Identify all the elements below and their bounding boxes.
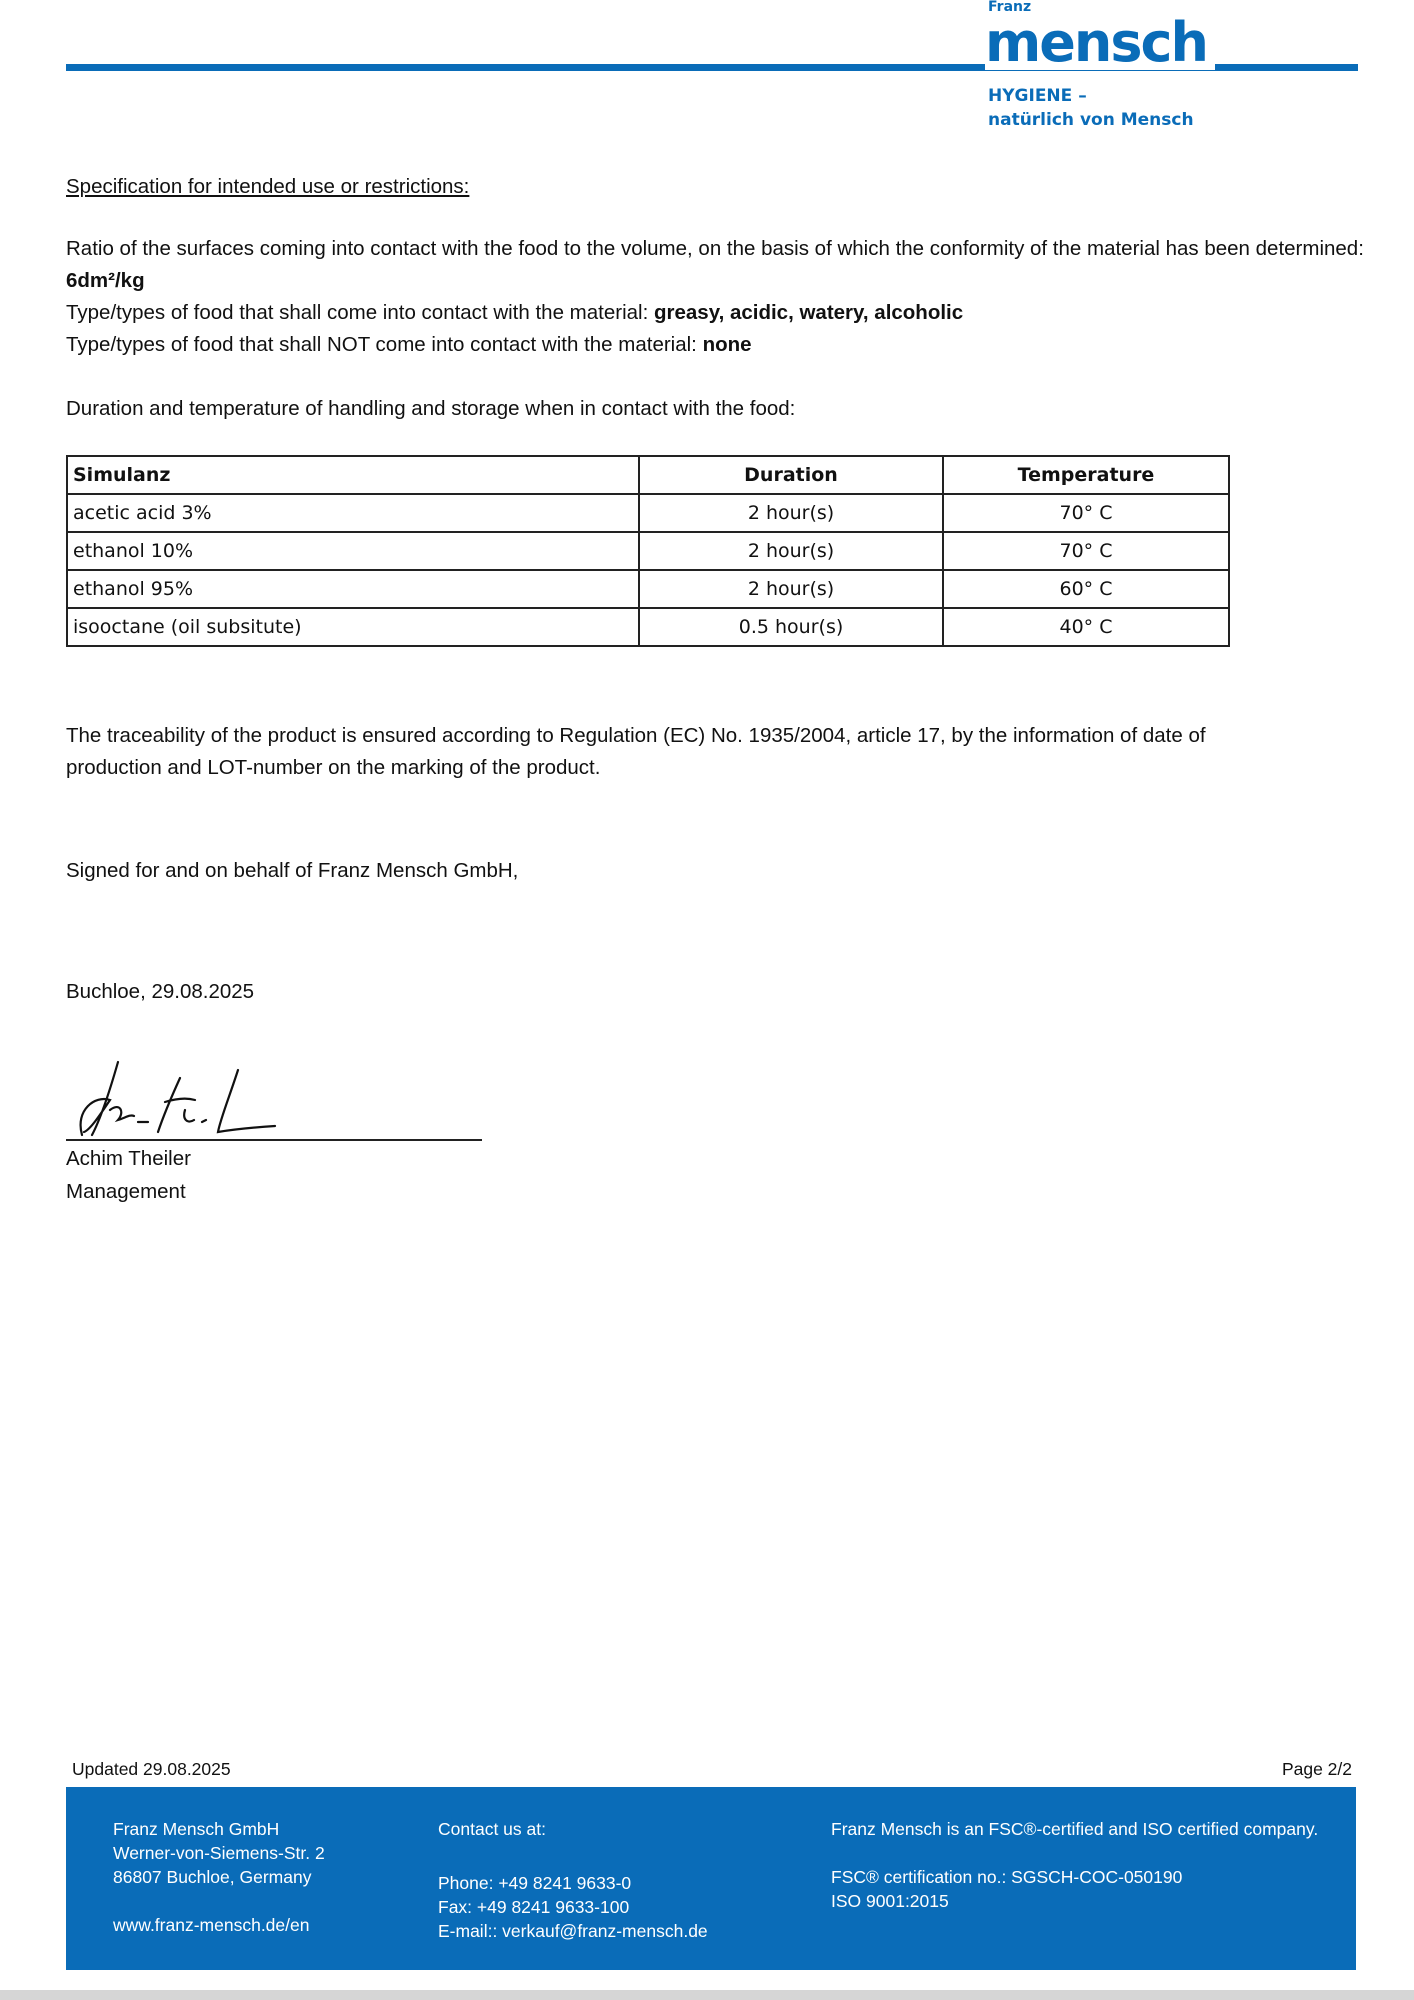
footer-street: Werner-von-Siemens-Str. 2 [113, 1843, 325, 1863]
footer-fax: Fax: +49 8241 9633-100 [438, 1897, 630, 1917]
ratio-paragraph [66, 233, 1366, 297]
footer-contact-label: Contact us at: [438, 1819, 546, 1839]
simulant-table [66, 455, 1230, 647]
footer-website-link[interactable]: www.franz-mensch.de/en [113, 1915, 310, 1935]
page-number: Page 2/2 [1281, 1759, 1352, 1779]
cell-duration: 0.5 hour(s) [639, 608, 943, 646]
tagline-line-1: HYGIENE – [988, 86, 1087, 106]
header-duration: Duration [639, 456, 943, 494]
food-types-value: greasy, acidic, watery, alcoholic [653, 301, 964, 324]
signed-text: Signed for and on behalf of Franz Mensch GmbH, [66, 859, 519, 882]
cell-simulant: ethanol 95% [67, 570, 639, 608]
updated-date: Updated 29.08.2025 [72, 1759, 231, 1779]
tagline-line-2: natürlich von Mensch [988, 110, 1194, 130]
cell-temperature: 70° C [943, 532, 1229, 570]
cell-simulant: acetic acid 3% [67, 494, 639, 532]
signer-role: Management [66, 1180, 186, 1203]
signer-name: Achim Theiler [66, 1147, 191, 1170]
footer-address [113, 1817, 325, 1937]
spec-heading: Specification for intended use or restrictions: [66, 175, 470, 198]
company-logo [985, 0, 1245, 72]
footer-iso: ISO 9001:2015 [831, 1891, 949, 1911]
food-types-not-value: none [702, 333, 752, 356]
cell-duration: 2 hour(s) [639, 494, 943, 532]
logo-mensch: mensch [985, 16, 1215, 70]
cell-temperature: 60° C [943, 570, 1229, 608]
viewer-bottom-bar [0, 1990, 1414, 2000]
food-types [66, 297, 963, 329]
footer-email-link[interactable]: E-mail:: verkauf@franz-mensch.de [438, 1921, 708, 1941]
cell-simulant: ethanol 10% [67, 532, 639, 570]
footer-band [66, 1787, 1356, 1970]
cell-temperature: 40° C [943, 608, 1229, 646]
footer-fsc-number: FSC® certification no.: SGSCH-COC-050190 [831, 1867, 1183, 1887]
footer-cert-text: Franz Mensch is an FSC®-certified and ISO certified company. [831, 1819, 1319, 1839]
table-row [67, 494, 1229, 532]
header-temperature: Temperature [943, 456, 1229, 494]
signature-line [66, 1139, 482, 1141]
footer-certification [831, 1817, 1341, 1913]
duration-intro: Duration and temperature of handling and storage when in contact with the food: [66, 397, 796, 420]
table-row [67, 570, 1229, 608]
cell-simulant: isooctane (oil subsitute) [67, 608, 639, 646]
header-simulanz: Simulanz [67, 456, 639, 494]
table-header-row [67, 456, 1229, 494]
ratio-value: 6dm²/kg [66, 269, 145, 292]
table-row [67, 608, 1229, 646]
food-types-label: Type/types of food that shall come into contact with the material: [66, 301, 654, 324]
ratio-text: Ratio of the surfaces coming into contact with the food to the volume, on the basis of which the conformity of the material has been determined: [66, 237, 1364, 260]
footer-company: Franz Mensch GmbH [113, 1819, 280, 1839]
logo-franz: Franz [988, 0, 1032, 15]
place-date: Buchloe, 29.08.2025 [66, 980, 255, 1003]
cell-temperature: 70° C [943, 494, 1229, 532]
table-row [67, 532, 1229, 570]
traceability-text: The traceability of the product is ensured according to Regulation (EC) No. 1935/2004, article 17, by the information of date of production and LOT-number on the marking of the product. [66, 724, 1206, 779]
food-types-not [66, 329, 752, 361]
cell-duration: 2 hour(s) [639, 532, 943, 570]
footer-city: 86807 Buchloe, Germany [113, 1867, 312, 1887]
cell-duration: 2 hour(s) [639, 570, 943, 608]
footer-phone: Phone: +49 8241 9633-0 [438, 1873, 632, 1893]
footer-contact [438, 1817, 708, 1943]
tagline [988, 84, 1194, 132]
food-types-not-label: Type/types of food that shall NOT come into contact with the material: [66, 333, 703, 356]
signature-image [70, 1040, 290, 1140]
